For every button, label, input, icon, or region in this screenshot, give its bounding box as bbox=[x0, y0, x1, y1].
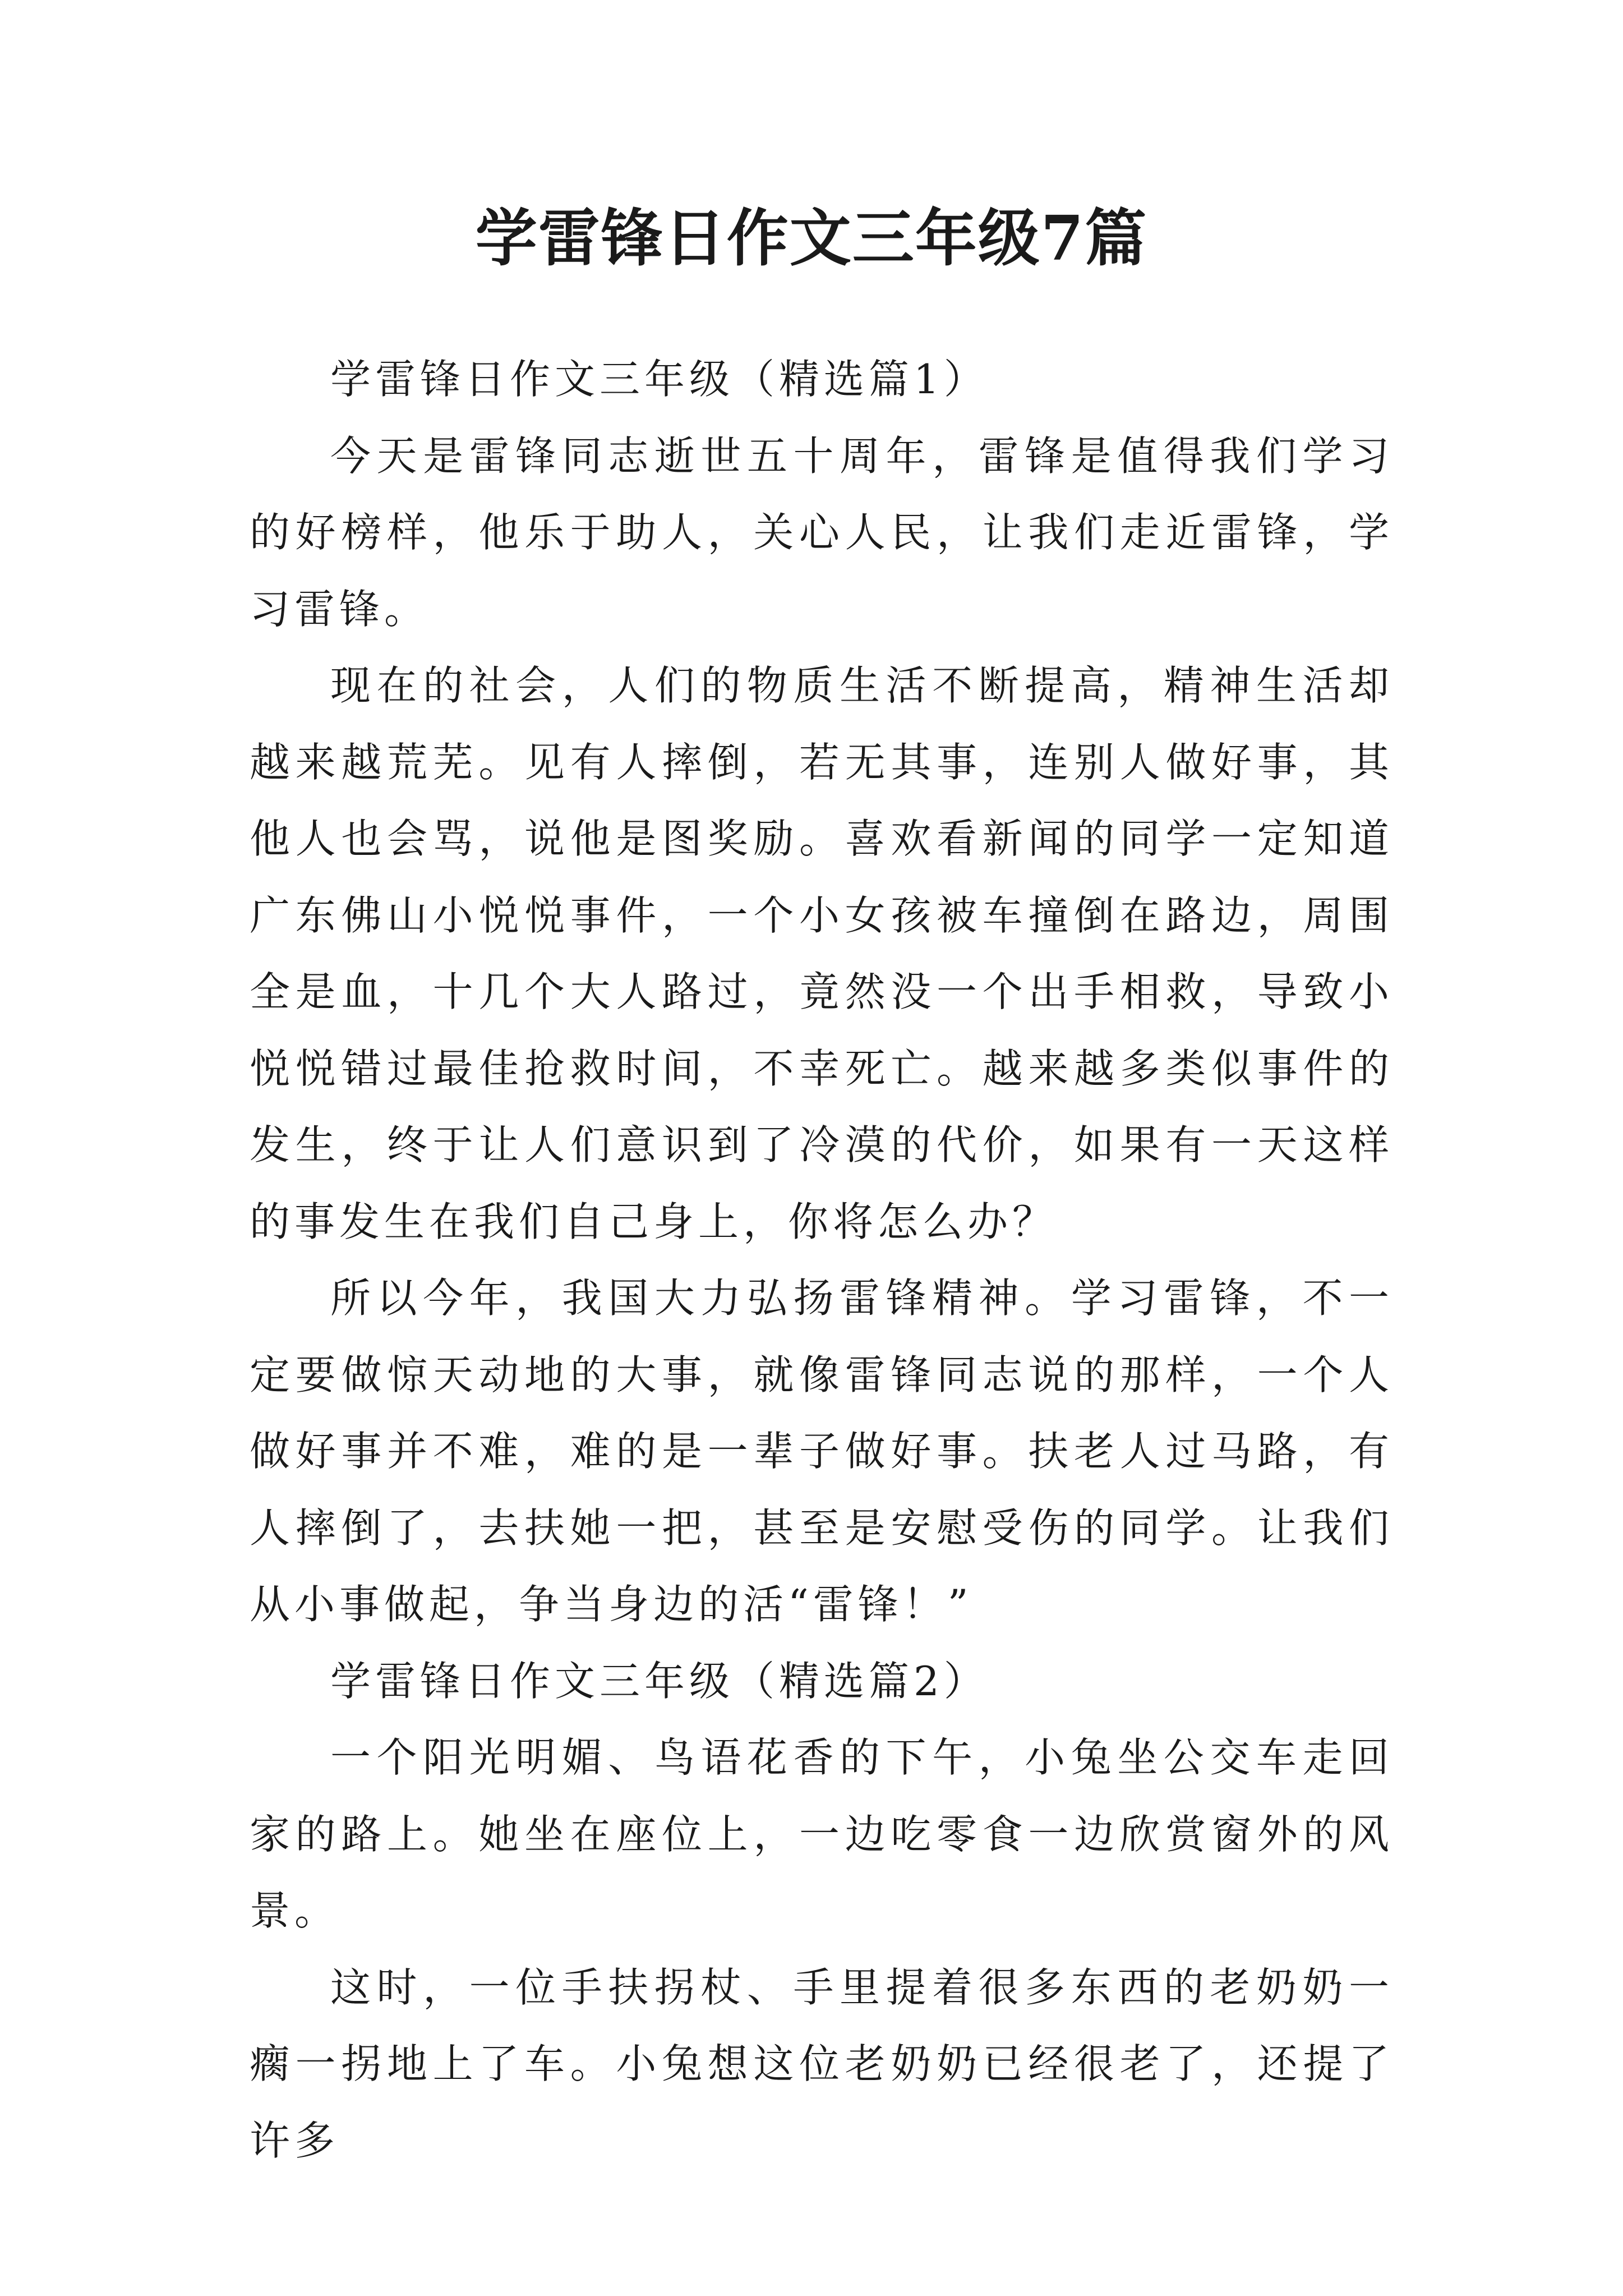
paragraph: 一个阳光明媚、鸟语花香的下午，小兔坐公交车走回家的路上。她坐在座位上，一边吃零食一边欣赏窗外的风景。 bbox=[250, 1734, 1394, 1934]
document-body bbox=[250, 341, 1394, 2179]
paragraph: 今天是雷锋同志逝世五十周年，雷锋是值得我们学习的好榜样，他乐于助人，关心人民，让我们走近雷锋，学习雷锋。 bbox=[250, 432, 1394, 633]
paragraph: 现在的社会，人们的物质生活不断提高，精神生活却越来越荒芜。见有人摔倒，若无其事，连别人做好事，其他人也会骂，说他是图奖励。喜欢看新闻的同学一定知道广东佛山小悦悦事件，一个小女孩被车撞倒在路边，周围全是血，十几个大人路过，竟然没一个出手相救，导致小悦悦错过最佳抢救时间，不幸死亡。越来越多类似事件的发生，终于让人们意识到了冷漠的代价，如果有一天这样的事发生在我们自己身上，你将怎么办？ bbox=[250, 662, 1394, 1245]
paragraph: 所以今年，我国大力弘扬雷锋精神。学习雷锋，不一定要做惊天动地的大事，就像雷锋同志说的那样，一个人做好事并不难，难的是一辈子做好事。扶老人过马路，有人摔倒了，去扶她一把，甚至是安慰受伤的同学。让我们从小事做起，争当身边的活“雷锋！” bbox=[250, 1274, 1394, 1628]
essay-section-1 bbox=[250, 341, 1394, 1643]
document-title: 学雷锋日作文三年级7篇 bbox=[475, 202, 1148, 274]
essay-section-2 bbox=[250, 1643, 1394, 2179]
section-heading: 学雷锋日作文三年级（精选篇2） bbox=[330, 1657, 989, 1705]
paragraph: 这时，一位手扶拐杖、手里提着很多东西的老奶奶一瘸一拐地上了车。小兔想这位老奶奶已经很老了，还提了许多 bbox=[250, 1963, 1394, 2164]
section-heading: 学雷锋日作文三年级（精选篇1） bbox=[330, 356, 989, 403]
